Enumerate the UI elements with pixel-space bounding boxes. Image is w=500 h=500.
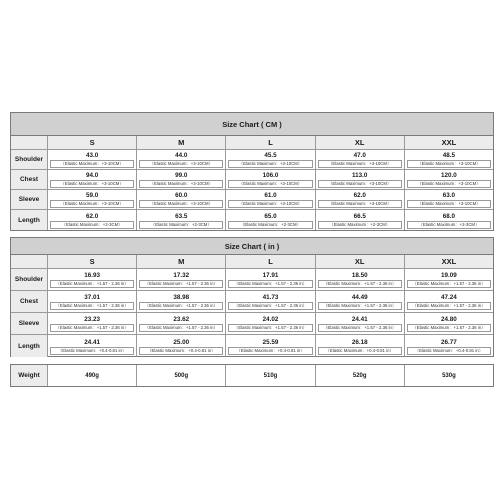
measure-cell-l	[226, 335, 315, 357]
elastic-note: （Elastic Maximum：+3-10CM）	[318, 180, 402, 188]
elastic-note: （Elastic Maximum：+3-10CM）	[228, 180, 312, 188]
elastic-note: （Elastic Maximum：+1.57 - 2.36 in）	[318, 302, 402, 310]
size-l-header: L	[226, 255, 315, 268]
measure-cell-xxl	[405, 150, 493, 169]
elastic-note: （Elastic Maximum：+0.4-0.81 in）	[407, 347, 491, 355]
measure-cell-xl	[316, 269, 405, 290]
measure-cell-xl	[316, 170, 405, 189]
elastic-note: （Elastic Maximum：+1.57 - 2.36 in）	[50, 324, 134, 332]
measure-row-shoulder	[11, 269, 493, 291]
measure-cell-m	[137, 313, 226, 334]
measure-cell-s	[48, 335, 137, 357]
measure-cell-s	[48, 291, 137, 312]
elastic-note: （Elastic Maximum：+3-10CM）	[50, 180, 134, 188]
size-s-header: S	[48, 136, 137, 149]
measure-value: 113.0	[352, 172, 368, 179]
size-xl-header: XL	[316, 136, 405, 149]
size-xxl-header: XXL	[441, 257, 457, 266]
measure-value: 106.0	[262, 172, 279, 179]
measure-value: 44.49	[351, 294, 368, 301]
measure-value: 62.0	[85, 212, 99, 220]
measure-value: 18.50	[351, 272, 368, 279]
elastic-note: （Elastic Maximum：+3-10CM）	[50, 160, 134, 168]
measure-cell-l	[226, 170, 315, 189]
measure-cell-s	[48, 170, 137, 189]
measure-value: 24.41	[351, 316, 368, 323]
measure-cell-xl	[316, 291, 405, 312]
measure-cell-s	[48, 210, 137, 230]
weight-xxl: 530g	[442, 372, 456, 379]
measure-row-sleeve	[11, 190, 493, 210]
elastic-note: （Elastic Maximum：+0.4-0.81 in）	[318, 347, 402, 355]
measure-cell-xl	[316, 335, 405, 357]
weight-l: 510g	[226, 365, 315, 386]
weight-s: 490g	[48, 365, 137, 386]
measure-cell-xxl	[405, 313, 493, 334]
elastic-note: （Elastic Maximum：+3-10CM）	[139, 160, 223, 168]
measure-cell-xxl	[405, 210, 493, 230]
elastic-note: （Elastic Maximum：+2-3CM）	[50, 221, 134, 229]
measure-value: 24.80	[441, 316, 457, 323]
weight-m: 500g	[137, 365, 226, 386]
size-chart-in-title: Size Chart ( in )	[11, 238, 493, 255]
measure-cell-m	[137, 335, 226, 357]
measure-value: 24.41	[84, 338, 100, 346]
measure-label: Length	[11, 335, 48, 357]
elastic-note: （Elastic Maximum：+3-10CM）	[407, 200, 491, 208]
weight-table	[10, 364, 494, 387]
measure-cell-m	[137, 150, 226, 169]
measure-value: 48.5	[442, 152, 456, 159]
measure-label: Length	[11, 210, 48, 230]
elastic-note: （Elastic Maximum：+3-10CM）	[318, 160, 402, 168]
measure-row-length	[11, 335, 493, 357]
elastic-note: （Elastic Maximum：+3-10CM）	[50, 200, 134, 208]
measure-value: 60.0	[175, 192, 188, 199]
measure-value: 61.0	[264, 192, 277, 199]
measure-cell-l	[226, 150, 315, 169]
measure-row-shoulder	[11, 150, 493, 170]
elastic-note: （Elastic Maximum：+3-10CM）	[139, 180, 223, 188]
measure-cell-m	[137, 190, 226, 209]
measure-cell-m	[137, 291, 226, 312]
measure-value: 94.0	[85, 172, 99, 179]
elastic-note: （Elastic Maximum：+0.4-0.81 in）	[139, 347, 223, 355]
measure-value: 16.93	[84, 272, 100, 279]
elastic-note: （Elastic Maximum：+1.57 - 2.36 in）	[228, 302, 312, 310]
elastic-note: （Elastic Maximum：+1.57 - 2.36 in）	[139, 280, 223, 288]
measure-value: 63.5	[175, 212, 188, 220]
measure-value: 23.23	[84, 316, 100, 323]
measure-value: 17.32	[173, 272, 190, 279]
measure-value: 47.0	[353, 152, 366, 159]
measure-row-length	[11, 210, 493, 230]
measure-value: 19.09	[441, 272, 457, 279]
elastic-note: （Elastic Maximum：+3-10CM）	[139, 200, 223, 208]
size-s-header: S	[48, 255, 137, 268]
measure-value: 45.5	[264, 152, 277, 159]
elastic-note: （Elastic Maximum：+1.57 - 2.36 in）	[50, 280, 134, 288]
measure-cell-s	[48, 313, 137, 334]
elastic-note: （Elastic Maximum：+3-10CM）	[407, 160, 491, 168]
size-chart-in	[10, 237, 494, 357]
size-m-header: M	[137, 136, 226, 149]
measure-value: 37.01	[84, 294, 100, 301]
measure-value: 26.77	[441, 338, 457, 346]
elastic-note: （Elastic Maximum：+0.4-0.81 in）	[228, 347, 312, 355]
size-header-row	[11, 255, 493, 269]
measure-cell-xl	[316, 190, 405, 209]
measure-cell-xl	[316, 150, 405, 169]
elastic-note: （Elastic Maximum：+3-10CM）	[228, 160, 312, 168]
measure-value: 44.0	[175, 152, 188, 159]
elastic-note: （Elastic Maximum：+1.57 - 2.36 in）	[139, 324, 223, 332]
measure-cell-s	[48, 150, 137, 169]
measure-row-chest	[11, 170, 493, 190]
measure-cell-m	[137, 170, 226, 189]
measure-cell-l	[226, 190, 315, 209]
elastic-note: （Elastic Maximum：+2-3CM）	[318, 221, 402, 229]
measure-value: 23.62	[173, 316, 190, 323]
measure-value: 66.5	[353, 212, 366, 220]
measure-value: 63.0	[442, 192, 456, 199]
measure-cell-m	[137, 269, 226, 290]
measure-cell-l	[226, 269, 315, 290]
size-xxl-header: XXL	[441, 138, 457, 147]
size-chart-cm	[10, 112, 494, 231]
measure-cell-xxl	[405, 170, 493, 189]
elastic-note: （Elastic Maximum：+1.57 - 2.36 in）	[50, 302, 134, 310]
measure-cell-s	[48, 190, 137, 209]
elastic-note: （Elastic Maximum：+1.57 - 2.36 in）	[407, 302, 491, 310]
measure-value: 38.98	[173, 294, 190, 301]
size-l-header: L	[226, 136, 315, 149]
size-xl-header: XL	[316, 255, 405, 268]
elastic-note: （Elastic Maximum：+1.57 - 2.36 in）	[318, 324, 402, 332]
measure-cell-xxl	[405, 269, 493, 290]
measure-label: Sleeve	[11, 313, 48, 334]
measure-value: 68.0	[442, 212, 456, 220]
elastic-note: （Elastic Maximum：+3-10CM）	[228, 200, 312, 208]
size-header-row	[11, 136, 493, 150]
size-m-header: M	[137, 255, 226, 268]
size-chart-cm-title: Size Chart ( CM )	[11, 113, 493, 136]
measure-value: 25.00	[173, 338, 190, 346]
elastic-note: （Elastic Maximum：+1.57 - 2.36 in）	[318, 280, 402, 288]
measure-value: 99.0	[175, 172, 188, 179]
measure-cell-s	[48, 269, 137, 290]
weight-row	[11, 365, 493, 386]
elastic-note: （Elastic Maximum：+0.4-0.81 in）	[50, 347, 134, 355]
elastic-note: （Elastic Maximum：+1.57 - 2.36 in）	[407, 280, 491, 288]
measure-cell-l	[226, 210, 315, 230]
measure-value: 120.0	[441, 172, 457, 179]
elastic-note: （Elastic Maximum：+3-10CM）	[407, 180, 491, 188]
measure-value: 43.0	[85, 152, 99, 159]
elastic-note: （Elastic Maximum：+3-10CM）	[318, 200, 402, 208]
measure-label: Sleeve	[11, 190, 48, 209]
measure-value: 24.02	[262, 316, 279, 323]
elastic-note: （Elastic Maximum：+1.57 - 2.36 in）	[228, 324, 312, 332]
measure-value: 62.0	[353, 192, 366, 199]
measure-value: 41.73	[262, 294, 279, 301]
measure-cell-xxl	[405, 335, 493, 357]
measure-label: Shoulder	[11, 150, 48, 169]
measure-cell-m	[137, 210, 226, 230]
measure-row-chest	[11, 291, 493, 313]
measure-cell-xl	[316, 210, 405, 230]
measure-label: Chest	[11, 170, 48, 189]
elastic-note: （Elastic Maximum：+2-3CM）	[139, 221, 223, 229]
measure-label: Shoulder	[11, 269, 48, 290]
measure-label: Chest	[11, 291, 48, 312]
measure-value: 26.18	[351, 338, 368, 346]
measure-cell-xxl	[405, 291, 493, 312]
measure-cell-xxl	[405, 190, 493, 209]
measure-value: 17.91	[262, 272, 279, 279]
elastic-note: （Elastic Maximum：+1.57 - 2.36 in）	[139, 302, 223, 310]
elastic-note: （Elastic Maximum：+2-3CM）	[407, 221, 491, 229]
elastic-note: （Elastic Maximum：+1.57 - 2.36 in）	[407, 324, 491, 332]
measure-value: 47.24	[441, 294, 457, 301]
measure-value: 59.0	[85, 192, 99, 199]
measure-value: 65.0	[264, 212, 277, 220]
measure-cell-xl	[316, 313, 405, 334]
measure-value: 25.59	[262, 338, 279, 346]
weight-xl: 520g	[316, 365, 405, 386]
elastic-note: （Elastic Maximum：+2-3CM）	[228, 221, 312, 229]
measure-cell-l	[226, 313, 315, 334]
weight-label: Weight	[11, 365, 48, 386]
measure-row-sleeve	[11, 313, 493, 335]
elastic-note: （Elastic Maximum：+1.57 - 2.36 in）	[228, 280, 312, 288]
measure-cell-l	[226, 291, 315, 312]
